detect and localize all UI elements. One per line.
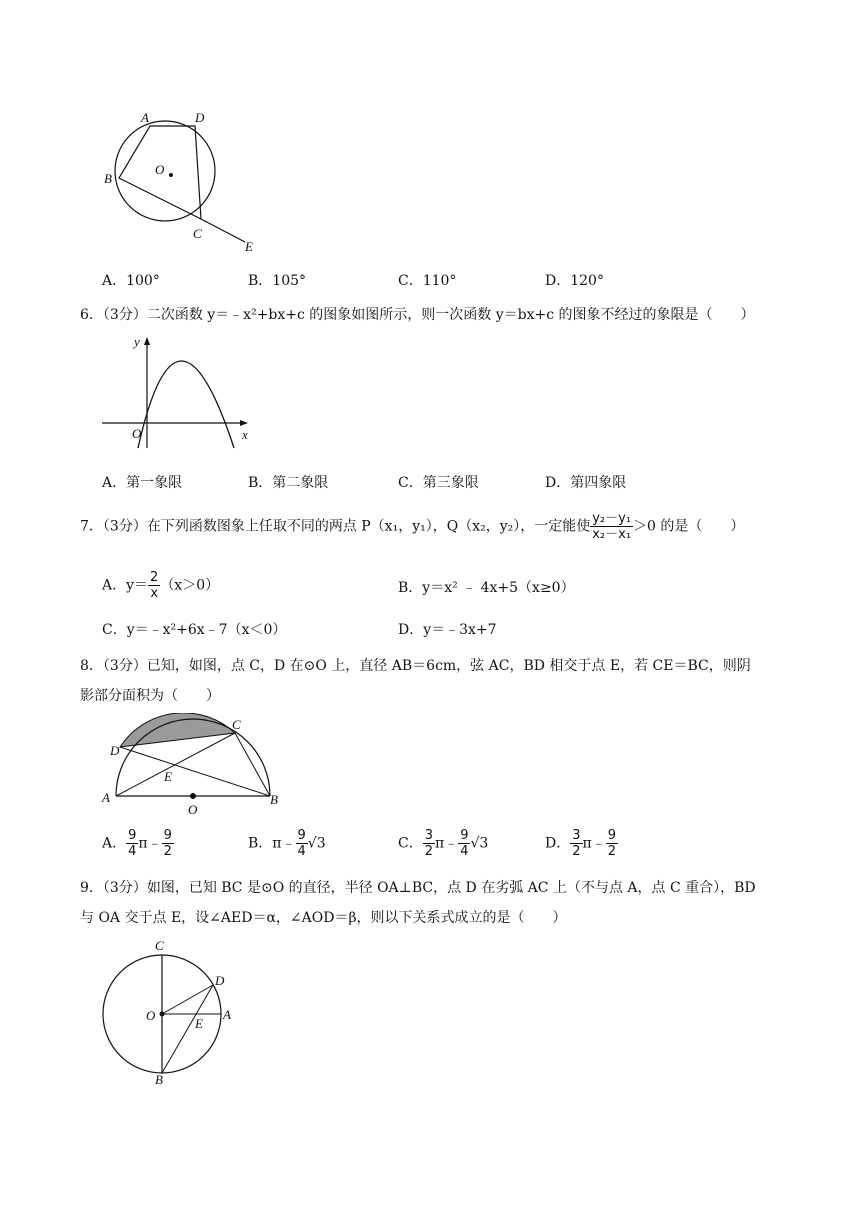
q9-label-d: D [215, 973, 225, 988]
q9-stem-line2: 与 OA 交于点 E，设∠AED＝α，∠AOD＝β，则以下关系式成立的是（ ） [80, 910, 567, 926]
q6-label-y: y [134, 334, 140, 349]
q6-label-o: O [132, 426, 142, 441]
q8-option-a-mid: π﹣ [138, 835, 162, 852]
q7-option-a-pre: A．y＝ [102, 577, 149, 594]
q8-option-d-label: D． [545, 835, 571, 852]
q8-stem-line2: 影部分面积为（ ） [80, 688, 220, 704]
q7-frac-den: x₂－x₁ [592, 527, 632, 542]
q8-option-c-n1: 3 [424, 828, 433, 843]
q8-option-d-mid: π﹣ [582, 835, 606, 852]
q6-y-arrow [144, 337, 150, 345]
q6-option-b: B．第二象限 [248, 475, 329, 491]
q8-stem-line1: 8．（3分）已知，如图，点 C，D 在⊙O 上，直径 AB＝6cm，弦 AC，BD 相交于点 E，若 CE＝BC，则阴 [80, 658, 751, 674]
q9-figure [95, 935, 255, 1085]
q5-label-a: A [141, 110, 149, 125]
q6-stem: 6．（3分）二次函数 y＝﹣x²+bx+c 的图象如图所示，则一次函数 y＝bx+c 的图象不经过的象限是（ ） [80, 307, 755, 323]
q6-x-arrow [240, 420, 248, 426]
q8-label-o: O [188, 802, 198, 817]
q7-stem-post: ＞0 的是（ ） [633, 518, 745, 535]
q8-option-a [102, 828, 174, 859]
q8-option-c-mid: π﹣ [435, 835, 459, 852]
q7-frac-num: y₂－y₁ [592, 511, 632, 526]
q8-option-a-n2: 9 [163, 828, 172, 843]
q8-figure [98, 713, 298, 818]
q8-option-d-d1: 2 [572, 844, 581, 859]
q9-label-e: E [195, 1016, 203, 1031]
q8-option-a-d2: 2 [163, 844, 172, 859]
q7-option-a-frac [148, 570, 160, 601]
q8-option-d-n1: 3 [572, 828, 581, 843]
q8-option-c-n2: 9 [460, 828, 469, 843]
q8-option-c-d2: 4 [460, 844, 469, 859]
q5-option-b: B．105° [248, 273, 307, 289]
q5-line-ce [201, 219, 245, 242]
q8-option-d-n2: 9 [607, 828, 616, 843]
q5-label-o: O [155, 162, 165, 177]
q5-label-d: D [195, 110, 205, 125]
q5-option-c: C．110° [398, 273, 457, 289]
q7-fraction [590, 511, 633, 542]
q8-label-c: C [232, 717, 241, 732]
q7-option-a-den: x [150, 586, 159, 601]
q9-stem-line1: 9．（3分）如图，已知 BC 是⊙O 的直径，半径 OA⊥BC，点 D 在劣弧 AC 上（不与点 A，点 C 重合），BD [80, 880, 756, 896]
q8-option-b [248, 828, 326, 859]
q6-option-d: D．第四象限 [545, 475, 627, 491]
q8-label-a: A [102, 790, 110, 805]
q8-option-b-label: B．π﹣ [248, 835, 296, 852]
q8-option-c [398, 828, 488, 859]
q9-center-dot [160, 1012, 165, 1017]
q9-label-c: C [155, 938, 164, 953]
q5-label-e: E [245, 239, 253, 254]
q6-option-a: A．第一象限 [102, 475, 183, 491]
q9-label-b: B [155, 1072, 163, 1085]
q5-option-a: A．100° [102, 273, 160, 289]
q8-option-a-d1: 4 [128, 844, 137, 859]
q8-option-a-n1: 9 [128, 828, 137, 843]
q9-radius-od [162, 985, 213, 1014]
q8-option-b-d1: 4 [297, 844, 306, 859]
q8-option-a-label: A． [102, 835, 127, 852]
q9-label-a: A [223, 1007, 231, 1022]
q8-label-d: D [110, 743, 120, 758]
q8-option-d-d2: 2 [607, 844, 616, 859]
q9-chord-bd [162, 985, 213, 1073]
q8-option-c-label: C． [398, 835, 423, 852]
q7-option-a-num: 2 [150, 570, 159, 585]
q5-label-b: B [104, 171, 112, 186]
q6-figure [98, 334, 263, 454]
q7-option-d: D．y＝﹣3x+7 [398, 622, 497, 638]
q9-label-o: O [146, 1008, 156, 1023]
q7-stem-pre: 7．（3分）在下列函数图象上任取不同的两点 P（x₁，y₁），Q（x₂，y₂），一定能使 [80, 518, 591, 535]
q5-option-d: D．120° [545, 273, 604, 289]
q8-center-dot [190, 793, 196, 799]
q6-parabola [138, 361, 234, 448]
q8-option-c-tail: √3 [470, 835, 489, 852]
q5-label-c: C [193, 226, 202, 241]
q8-label-e: E [164, 769, 172, 784]
q8-label-b: B [270, 792, 278, 807]
q6-label-x: x [242, 427, 248, 442]
q7-option-c: C．y＝﹣x²+6x﹣7（x＜0） [102, 622, 287, 638]
q7-option-a [102, 570, 219, 601]
q8-option-b-tail: √3 [307, 835, 326, 852]
q7-option-a-post: （x＞0） [160, 577, 220, 594]
q5-center-dot [169, 173, 173, 177]
q7-stem [80, 511, 744, 542]
q8-option-b-n1: 9 [297, 828, 306, 843]
q5-figure [95, 105, 275, 260]
q8-option-d [545, 828, 618, 859]
q6-option-c: C．第三象限 [398, 475, 479, 491]
q7-option-b: B．y＝x² ﹣ 4x+5（x≥0） [398, 580, 575, 596]
q8-option-c-d1: 2 [424, 844, 433, 859]
